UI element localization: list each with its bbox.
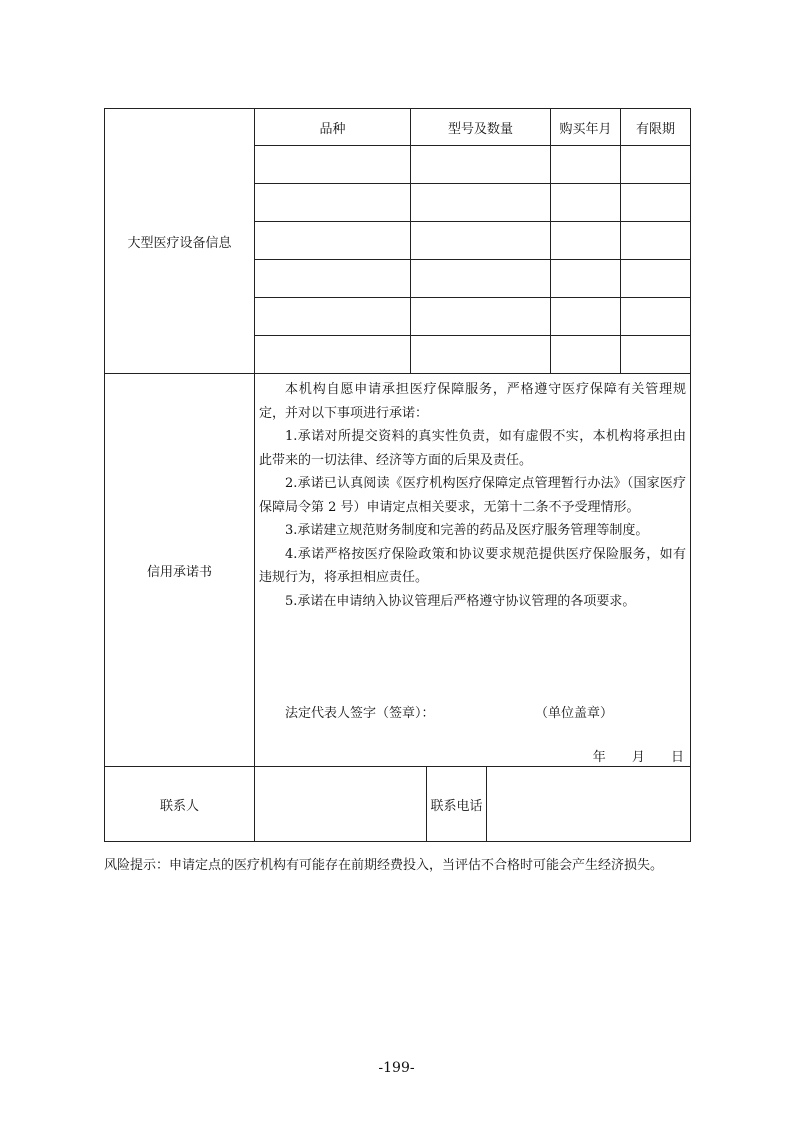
contact-person-field[interactable] — [255, 767, 427, 842]
contact-phone-field[interactable] — [487, 767, 691, 842]
equipment-section-label: 大型医疗设备信息 — [105, 109, 255, 374]
table-cell[interactable] — [255, 260, 411, 298]
table-cell[interactable] — [621, 184, 691, 222]
table-cell[interactable] — [551, 184, 621, 222]
date-label: 年 月 日 — [592, 750, 685, 765]
table-cell[interactable] — [411, 222, 551, 260]
column-header-variety: 品种 — [255, 109, 411, 146]
table-cell[interactable] — [551, 146, 621, 184]
contact-row — [105, 767, 691, 842]
table-cell[interactable] — [255, 336, 411, 374]
table-cell[interactable] — [621, 260, 691, 298]
table-cell[interactable] — [551, 222, 621, 260]
table-cell[interactable] — [411, 336, 551, 374]
table-cell[interactable] — [255, 298, 411, 336]
table-cell[interactable] — [255, 222, 411, 260]
commitment-item-1: 1.承诺对所提交资料的真实性负责，如有虚假不实，本机构将承担由此带来的一切法律、经济等方面的后果及责任。 — [259, 429, 687, 468]
commitment-item-3: 3.承诺建立规范财务制度和完善的药品及医疗服务管理等制度。 — [285, 523, 649, 538]
column-header-model-quantity: 型号及数量 — [411, 109, 551, 146]
table-cell[interactable] — [621, 222, 691, 260]
table-cell[interactable] — [255, 146, 411, 184]
equipment-header-row — [105, 109, 691, 146]
credit-commitment-text — [255, 374, 691, 767]
table-cell[interactable] — [621, 146, 691, 184]
risk-notice: 风险提示：申请定点的医疗机构有可能存在前期经费投入，当评估不合格时可能会产生经济损失。 — [104, 858, 664, 873]
table-cell[interactable] — [621, 298, 691, 336]
contact-phone-label: 联系电话 — [427, 767, 487, 842]
table-cell[interactable] — [551, 336, 621, 374]
commitment-item-4: 4.承诺严格按医疗保险政策和协议要求规范提供医疗保险服务，如有违规行为，将承担相应责任。 — [259, 546, 687, 585]
table-cell[interactable] — [411, 298, 551, 336]
commitment-item-5: 5.承诺在申请纳入协议管理后严格遵守协议管理的各项要求。 — [285, 593, 636, 609]
table-cell[interactable] — [411, 184, 551, 222]
contact-person-label: 联系人 — [105, 767, 255, 842]
table-cell[interactable] — [411, 260, 551, 298]
application-form-table — [104, 108, 691, 842]
table-cell[interactable] — [411, 146, 551, 184]
seal-label: （单位盖章） — [535, 706, 614, 721]
credit-section-label: 信用承诺书 — [105, 374, 255, 767]
table-cell[interactable] — [551, 260, 621, 298]
table-cell[interactable] — [621, 336, 691, 374]
table-cell[interactable] — [255, 184, 411, 222]
credit-row — [105, 374, 691, 767]
column-header-validity: 有限期 — [621, 109, 691, 146]
column-header-purchase-date: 购买年月 — [551, 109, 621, 146]
page-number: -199- — [378, 1060, 415, 1076]
commitment-item-2: 2.承诺已认真阅读《医疗机构医疗保障定点管理暂行办法》（国家医疗保障局令第 2 号）申请定点相关要求，无第十二条不予受理情形。 — [259, 476, 687, 515]
signature-label: 法定代表人签字（签章）： — [285, 706, 435, 721]
table-cell[interactable] — [551, 298, 621, 336]
commitment-intro: 本机构自愿申请承担医疗保障服务，严格遵守医疗保障有关管理规定，并对以下事项进行承诺： — [259, 382, 687, 421]
